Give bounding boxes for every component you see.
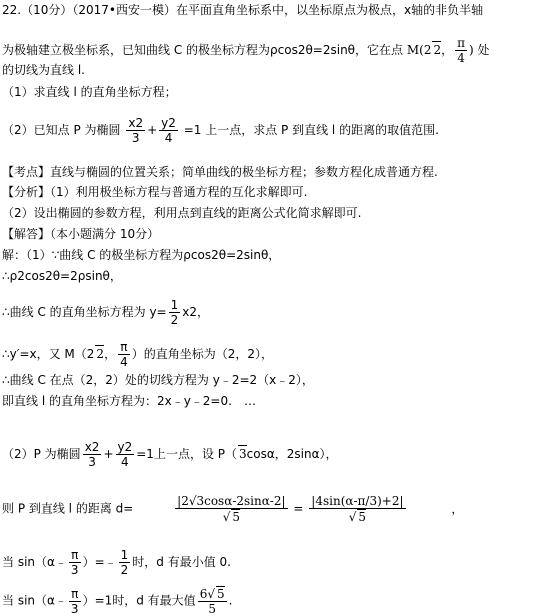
solution-line-3 xyxy=(2,298,209,327)
fraction-y2-over-4: $\frac{y2}{4}$ xyxy=(161,116,176,145)
solution-line-4 xyxy=(2,340,273,369)
fenxi-1: 【分析】（1）利用极坐标方程与普通方程的互化求解即可. xyxy=(2,185,308,199)
solution-line-4-suffix: ）的直角坐标为（2，2）， xyxy=(131,347,273,361)
solution-line-3-prefix: ∴曲线 C 的直角坐标方程为 y= xyxy=(2,305,167,319)
distance-denominator-1: √ 5 xyxy=(175,508,287,524)
solution-line-7-end: cosα，2sinα）， xyxy=(246,447,338,461)
fraction-pi-over-4-second: $\frac{\pi}{4}$ xyxy=(120,340,128,369)
solution-line-10-suffix: . xyxy=(228,593,233,608)
distance-denominator-2: √ 5 xyxy=(309,508,405,524)
problem-line-3: 的切线为直线 l. xyxy=(2,63,85,77)
solution-line-9-suffix: 时，d 有最小值 0. xyxy=(132,555,231,569)
problem-line-1: 22.（10分）（2017•西安一模）在平面直角坐标系中，以坐标原点为极点，x轴的非负半轴 xyxy=(2,3,484,17)
solution-line-7 xyxy=(2,440,338,469)
distance-numerator-2: |4sin(α-π/3)+2| xyxy=(311,494,404,508)
solution-line-10-prefix: 当 sin（α﹣ xyxy=(2,593,67,608)
solution-line-9-mid: ）=﹣ xyxy=(82,555,117,569)
question-2-suffix: =1 上一点，求点 P 到直线 l 的距离的取值范围. xyxy=(183,123,439,137)
fraction-pi-over-3-second: $\frac{\pi}{3}$ xyxy=(70,586,79,616)
question-2-prefix: （2）已知点 P 为椭圆 xyxy=(2,123,121,137)
fraction-y2-over-4-second: $\frac{y2}{4}$ xyxy=(117,440,133,469)
solution-line-1: 解：（1）∵曲线 C 的极坐标方程为ρcos2θ=2sinθ， xyxy=(2,248,281,262)
solution-line-8-suffix: ， xyxy=(451,501,464,516)
jieda: 【解答】（本小题满分 10分） xyxy=(2,227,160,241)
solution-line-5: ∴曲线 C 在点（2，2）处的切线方程为 y﹣2=2（x﹣2）， xyxy=(2,373,314,387)
kaodian: 【考点】直线与椭圆的位置关系；简单曲线的极坐标方程；参数方程化成普通方程. xyxy=(2,165,438,179)
comma: ， xyxy=(104,347,117,361)
sqrt-2-second: 2 xyxy=(96,347,105,361)
solution-line-8-prefix: 则 P 到直线 l 的距离 d= xyxy=(2,501,134,516)
solution-line-9-prefix: 当 sin（α﹣ xyxy=(2,555,67,569)
fraction-pi-over-3: $\frac{\pi}{3}$ xyxy=(70,548,79,577)
solution-line-7-suffix: 上一点，设 P（ xyxy=(153,447,238,461)
problem-line-2-suffix: 处 xyxy=(477,43,490,57)
solution-line-7-prefix: （2）P 为椭圆 xyxy=(2,447,81,461)
solution-line-3-suffix: x2， xyxy=(182,305,210,319)
problem-line-2-prefix: 为极轴建立极坐标系，已知曲线 C 的极坐标方程为ρcos2θ=2sinθ，它在点 xyxy=(2,43,404,57)
distance-fraction-2 xyxy=(309,494,405,524)
point-m: M(2 2， $\frac{\pi}{4}$ ) xyxy=(406,36,474,65)
fraction-x2-over-3: $\frac{x2}{3}$ xyxy=(128,116,144,145)
problem-line-2 xyxy=(2,36,490,65)
equals-sign: = xyxy=(293,501,304,516)
fenxi-2: （2）设出椭圆的参数方程，利用点到直线的距离公式化简求解即可. xyxy=(2,206,362,220)
fraction-1-over-2-second: $\frac{1}{2}$ xyxy=(120,548,129,577)
solution-line-7-eq: =1 xyxy=(136,447,154,461)
question-1: （1）求直线 l 的直角坐标方程； xyxy=(2,85,177,99)
solution-line-9 xyxy=(2,548,231,577)
plus-sign: + xyxy=(147,123,158,137)
fraction-x2-over-3-second: $\frac{x2}{3}$ xyxy=(84,440,100,469)
fraction-6root5-over-5: $\frac{6√ 5}{5}$ xyxy=(199,587,225,616)
plus-sign-second: + xyxy=(103,447,114,461)
distance-fraction-1 xyxy=(175,494,287,524)
distance-numerator-1: |2√3cosα-2sinα-2| xyxy=(177,494,286,508)
sqrt-3: 3 xyxy=(239,447,247,461)
solution-line-6: 即直线 l 的直角坐标方程为：2x﹣y﹣2=0. … xyxy=(2,394,256,408)
solution-line-2: ∴ρ2cos2θ=2ρsinθ， xyxy=(2,269,122,283)
solution-line-8 xyxy=(2,494,463,524)
question-2 xyxy=(2,116,439,145)
solution-line-4-prefix: ∴y′=x，又 M（2 xyxy=(2,347,95,361)
fraction-pi-over-4: $\frac{\pi}{4}$ xyxy=(457,36,466,65)
sqrt-2: 2 xyxy=(433,43,442,57)
solution-line-10-mid: ）=1时，d 有最大值 xyxy=(82,593,196,608)
fraction-1-over-2: $\frac{1}{2}$ xyxy=(170,298,179,327)
solution-line-10 xyxy=(2,586,232,616)
